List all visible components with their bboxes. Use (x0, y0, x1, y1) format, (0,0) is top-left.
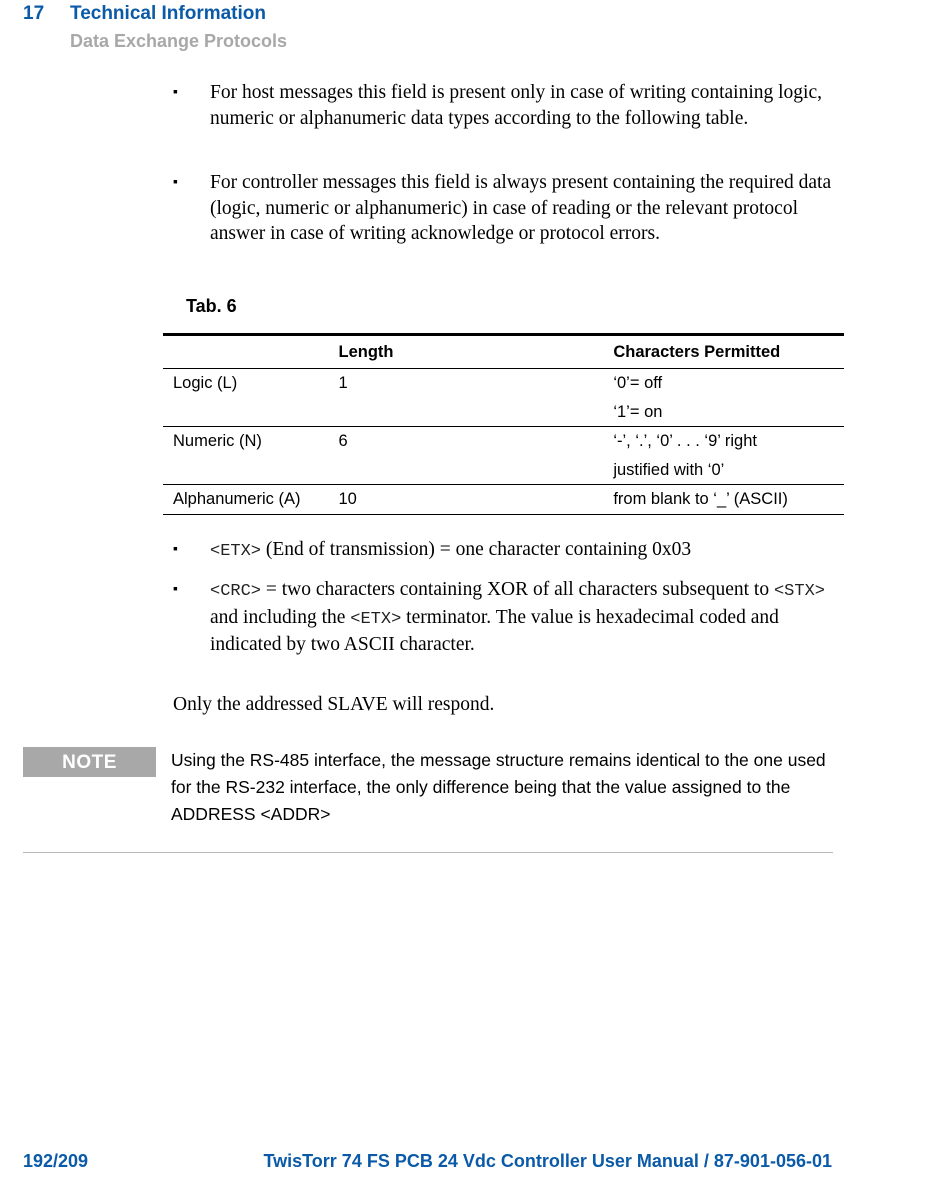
cell-type: Logic (L) (163, 369, 338, 427)
table-header-row (163, 335, 844, 369)
manual-title: TwisTorr 74 FS PCB 24 Vdc Controller User Manual / 87-901-056-01 (263, 1151, 832, 1171)
code-etx-terminator: <ETX> (350, 609, 402, 629)
cell-line: from blank to ‘_’ (ASCII) (613, 490, 788, 508)
cell-type: Numeric (N) (163, 427, 338, 485)
note-label: NOTE (23, 747, 156, 777)
header-length: Length (338, 335, 613, 369)
code-stx: <STX> (773, 582, 825, 601)
header-characters: Characters Permitted (613, 335, 844, 369)
bullet-icon: ▪ (173, 85, 178, 100)
note-divider (23, 852, 833, 853)
crc-description-1: = two characters containing XOR of all characters subsequent to (261, 579, 774, 600)
cell-characters (613, 485, 844, 515)
slave-response-text: Only the addressed SLAVE will respond. (173, 694, 495, 715)
bullet-text: For host messages this field is present only in case of writing containing logic, numeric or alphanumeric data types according to the following table. (210, 82, 822, 129)
bullet-crc (173, 577, 833, 658)
page-number: 192/209 (23, 1151, 89, 1171)
code-etx: <ETX> (210, 542, 262, 561)
crc-description-2: and including the (210, 606, 351, 628)
bullet-controller-messages (173, 170, 833, 247)
cell-line: justified with ‘0’ (613, 460, 725, 479)
section-title: Data Exchange Protocols (70, 31, 288, 51)
bullet-icon: ▪ (173, 582, 178, 597)
bullet-etx (173, 537, 833, 565)
note-text: Using the RS-485 interface, the message structure remains identical to the one used for the RS-232 interface, the only difference being that the value assigned to the ADDRESS <ADDR> (171, 750, 826, 824)
bullet-icon: ▪ (173, 542, 178, 557)
cell-length: 1 (338, 369, 613, 427)
cell-length: 6 (338, 427, 613, 485)
cell-type: Alphanumeric (A) (163, 485, 338, 515)
bullet-host-messages (173, 80, 833, 131)
cell-characters (613, 369, 844, 427)
cell-line: ‘1’= on (613, 402, 663, 421)
bullet-text: For controller messages this field is always present containing the required data (logic, numeric or alphanumeric) in case of reading or the relevant protocol answer in case of writing acknowledge or protocol errors. (210, 172, 832, 244)
cell-characters (613, 427, 844, 485)
table-caption: Tab. 6 (186, 296, 237, 316)
cell-line: ‘0’= off (613, 374, 663, 392)
table-row (163, 369, 844, 427)
data-types-table (163, 333, 844, 515)
code-crc: <CRC> (210, 582, 262, 601)
chapter-title: Technical Information (70, 3, 267, 24)
header-type (163, 335, 338, 369)
etx-description: (End of transmission) = one character containing 0x03 (261, 539, 692, 560)
cell-length: 10 (338, 485, 613, 515)
crc-description-3: terminator. The value is hexadecimal coded and indicated by two ASCII character. (210, 606, 779, 655)
table-row (163, 427, 844, 485)
cell-line: ‘-’, ‘.’, ‘0’ . . . ‘9’ right (613, 432, 757, 450)
chapter-number: 17 (23, 3, 45, 24)
table-row (163, 485, 844, 515)
bullet-text (210, 577, 833, 658)
bullet-icon: ▪ (173, 175, 178, 190)
bullet-text (210, 537, 833, 565)
